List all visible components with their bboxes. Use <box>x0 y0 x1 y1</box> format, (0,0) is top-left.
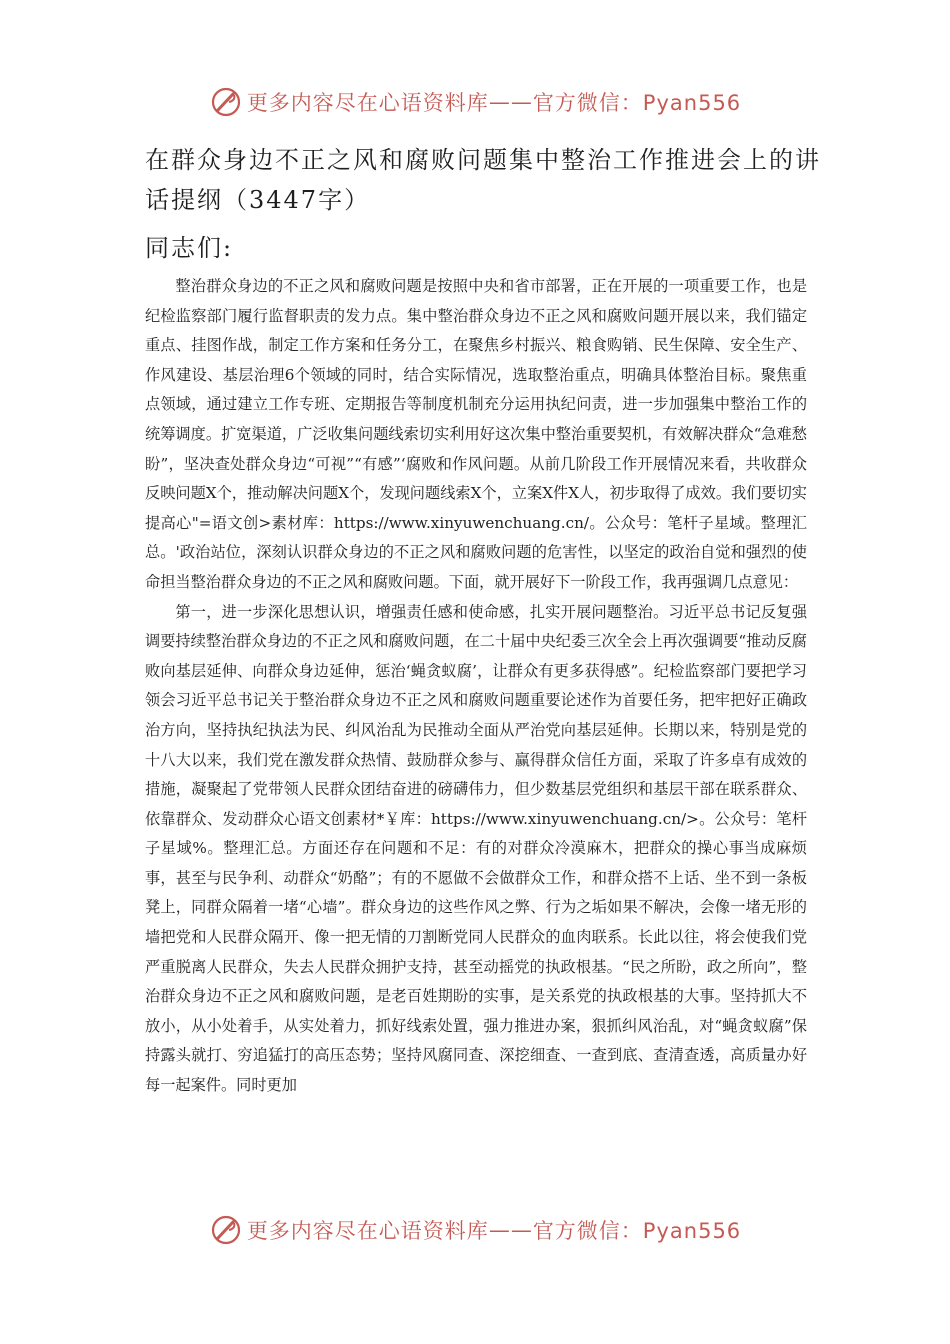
banner-brand-text: 更多内容尽在心语资料库 <box>246 1219 489 1243</box>
header-banner <box>0 82 950 122</box>
salutation: 同志们: <box>145 234 234 262</box>
banner-account-text: 官方微信：Pyan556 <box>532 91 742 115</box>
banner-separator: —— <box>488 90 533 114</box>
document-title: 在群众身边不正之风和腐败问题集中整治工作推进会上的讲话提纲（3447字） <box>145 146 821 214</box>
pen-leaf-logo-icon <box>209 1213 243 1247</box>
pen-leaf-logo-icon <box>209 85 243 119</box>
banner-separator: —— <box>488 1218 533 1242</box>
body-paragraph-2: 第一，进一步深化思想认识，增强责任感和使命感，扎实开展问题整治。习近平总书记反复强调要持续整治群众身边的不正之风和腐败问题，在二十届中央纪委三次全会上再次强调要“推动反腐败向基层延伸、向群众身边延伸，惩治‘蝇贪蚁腐’，让群众有更多获得感”。纪检监察部门要把学习领会习近平总书记关于整治群众身边不正之风和腐败问题重要论述作为首要任务，把牢把好正确政治方向，坚持执纪执法为民、纠风治乱为民推动全面从严治党向基层延伸。长期以来，特别是党的十八大以来，我们党在激发群众热情、鼓励群众参与、赢得群众信任方面，采取了许多卓有成效的措施，凝聚起了党带领人民群众团结奋进的磅礴伟力，但少数基层党组织和基层干部在联系群众、依靠群众、发动群众心语文创素材*￥库：https://www.xinyuwenchuang.cn/>。公众号：笔杆子星域%。整理汇总。方面还存在问题和不足：有的对群众冷漠麻木，把群众的操心事当成麻烦事，甚至与民争利、动群众“奶酪”；有的不愿做不会做群众工作，和群众搭不上话、坐不到一条板凳上，同群众隔着一堵“心墙”。群众身边的这些作风之弊、行为之垢如果不解决，会像一堵无形的墙把党和人民群众隔开、像一把无情的刀割断党同人民群众的血肉联系。长此以往，将会使我们党严重脱离人民群众，失去人民群众拥护支持，甚至动摇党的执政根基。“民之所盼，政之所向”，整治群众身边不正之风和腐败问题，是老百姓期盼的实事，是关系党的执政根基的大事。坚持抓大不放小，从小处着手，从实处着力，抓好线索处置，强力推进办案，狠抓纠风治乱，对“蝇贪蚁腐”保持露头就打、穷追猛打的高压态势；坚持风腐同查、深挖细查、一查到底、查清查透，高质量办好每一起案件。同时更加 <box>145 602 807 1095</box>
banner-account-text: 官方微信：Pyan556 <box>532 1219 742 1243</box>
footer-banner <box>0 1210 950 1250</box>
document-body <box>145 272 807 1101</box>
body-paragraph-1: 整治群众身边的不正之风和腐败问题是按照中央和省市部署，正在开展的一项重要工作，也是纪检监察部门履行监督职责的发力点。集中整治群众身边不正之风和腐败问题开展以来，我们锚定重点、挂图作战，制定工作方案和任务分工，在聚焦乡村振兴、粮食购销、民生保障、安全生产、作风建设、基层治理6个领域的同时，结合实际情况，选取整治重点，明确具体整治目标。聚焦重点领域，通过建立工作专班、定期报告等制度机制充分运用执纪问责，进一步加强集中整治工作的统筹调度。扩宽渠道，广泛收集问题线索切实利用好这次集中整治重要契机，有效解决群众“急难愁盼”，坚决查处群众身边“可视”“有感”‘腐败和作风问题。从前几阶段工作开展情况来看，共收群众反映问题X个，推动解决问题X个，发现问题线索X个，立案X件X人，初步取得了成效。我们要切实提高心"=语文创>素材库：https://www.xinyuwenchuang.cn/。公众号：笔杆子星域。整理汇总。'政治站位，深刻认识群众身边的不正之风和腐败问题的危害性，以坚定的政治自觉和强烈的使命担当整治群众身边的不正之风和腐败问题。下面，就开展好下一阶段工作，我再强调几点意见： <box>145 277 807 591</box>
banner-brand-text: 更多内容尽在心语资料库 <box>246 91 489 115</box>
